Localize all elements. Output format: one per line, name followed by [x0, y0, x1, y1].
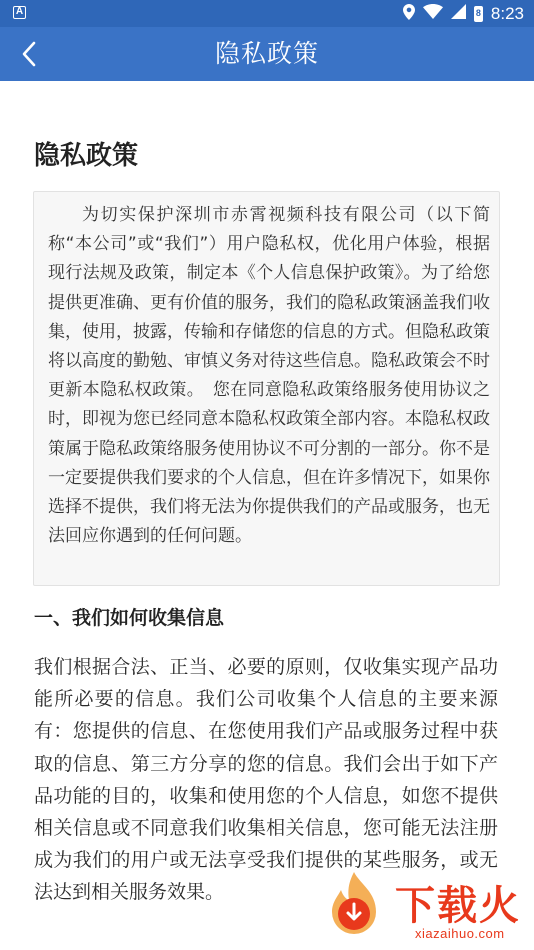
page-title: 隐私政策	[34, 141, 139, 171]
back-button[interactable]	[6, 31, 52, 77]
battery-icon: 8	[474, 6, 483, 22]
intro-box: 为切实保护深圳市赤霄视频科技有限公司（以下简称“本公司”或“我们”）用户隐私权，优化用户体验，根据现行法规及政策，制定本《个人信息保护政策》。为了给您提供更准确、更有价值的服务，我们的隐私政策涵盖我们收集，使用，披露，传输和存储您的信息的方式。但隐私政策将以高度的勤勉、审慎义务对待这些信息。隐私政策会不时更新本隐私权政策。 您在同意隐私政策络服务使用协议之时，即视为您已经同意本隐私权政策全部内容。本隐私权政策属于隐私政策络服务使用协议不可分割的一部分。你不是一定要提供我们要求的个人信息，但在许多情况下，如果你选择不提供，我们将无法为你提供我们的产品或服务，也无法回应你遇到的任何问题。	[33, 191, 500, 586]
app-bar	[0, 27, 534, 81]
section-body-collect: 我们根据合法、正当、必要的原则，仅收集实现产品功能所必要的信息。我们公司收集个人信息的主要来源有：您提供的信息、在您使用我们产品或服务过程中获取的信息、第三方分享的您的信息。我们会出于如下产品功能的目的，收集和使用您的个人信息，如您不提供相关信息或不同意我们收集相关信息，您可能无法注册成为我们的用户或无法享受我们提供的某些服务，或无法达到相关服务效果。	[34, 656, 498, 904]
watermark-text: 下载火	[395, 883, 521, 929]
policy-content[interactable]	[0, 81, 534, 950]
wifi-icon	[423, 4, 443, 23]
cell-signal-icon	[451, 4, 466, 23]
location-icon	[403, 4, 415, 24]
chevron-left-icon	[21, 41, 37, 67]
status-time: 8:23	[490, 3, 524, 23]
status-icons	[403, 0, 524, 27]
status-bar	[0, 0, 534, 27]
app-bar-title: 隐私政策	[214, 39, 319, 68]
section-heading-collect: 一、我们如何收集信息	[34, 607, 225, 629]
watermark-url: xiazaihuo.com	[415, 926, 505, 941]
app-notification-icon: A	[13, 6, 26, 19]
